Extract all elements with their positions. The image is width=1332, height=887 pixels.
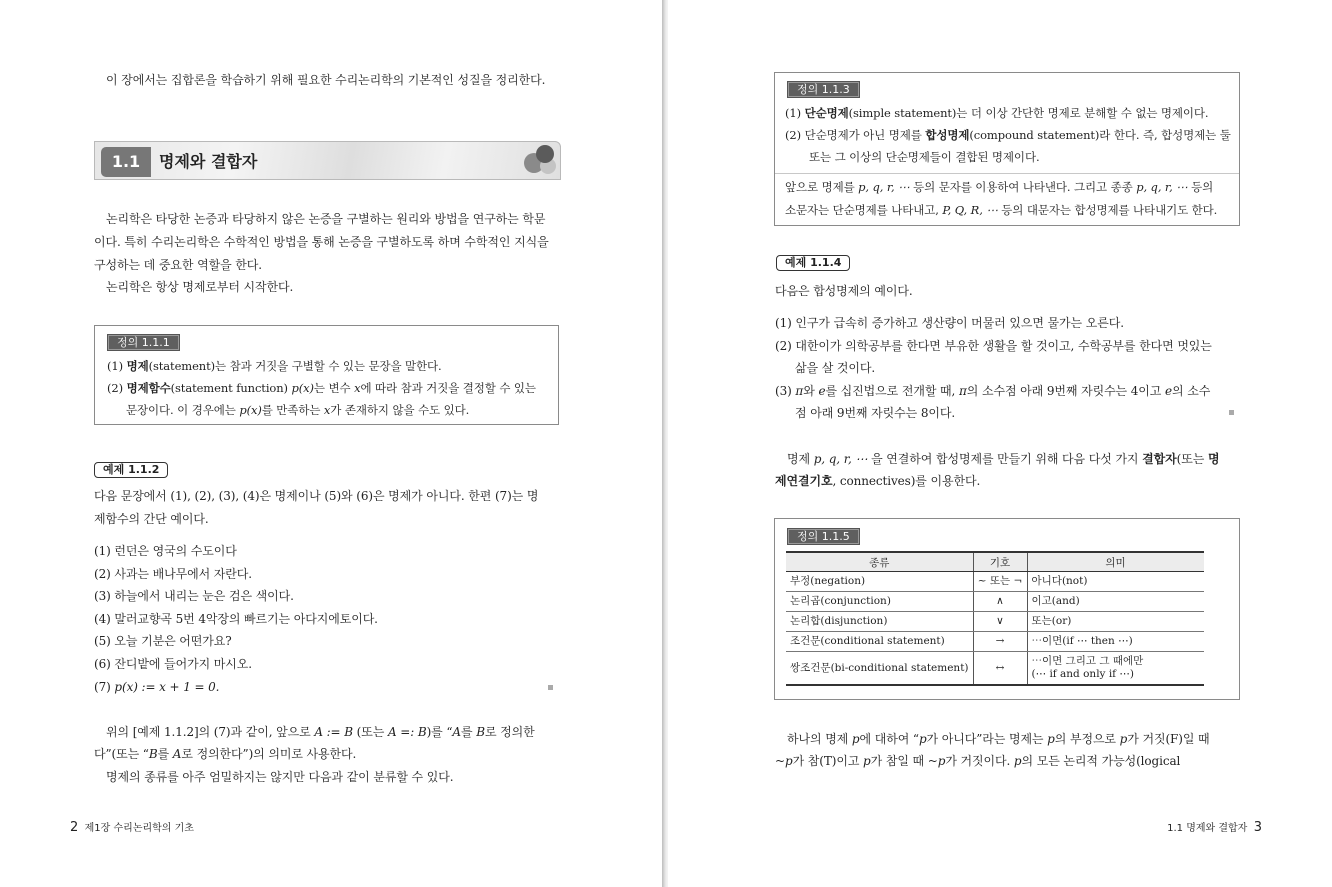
list-item: (1) 런던은 영국의 수도이다 bbox=[94, 544, 237, 558]
list-item-continued: 삶을 살 것이다. bbox=[795, 361, 876, 375]
list-item: (7) p(x) := x + 1 = 0. bbox=[94, 680, 220, 694]
section-heading bbox=[94, 141, 561, 180]
definition-item: (1) 명제(statement)는 참과 거짓을 구별할 수 있는 문장을 말한다. bbox=[107, 359, 442, 373]
decorative-circle-icon bbox=[536, 145, 554, 163]
column-header: 종류 bbox=[786, 552, 973, 572]
definition-item-continued: 문장이다. 이 경우에는 p(x)를 만족하는 x가 존재하지 않을 수도 있다. bbox=[126, 403, 470, 417]
list-item: (2) 사과는 배나무에서 자란다. bbox=[94, 567, 252, 581]
table-row: 부정(negation) ~ 또는 ¬ 아니다(not) bbox=[786, 572, 1204, 592]
definition-box-1-1-3 bbox=[774, 72, 1240, 226]
definition-item-continued: 또는 그 이상의 단순명제들이 결합된 명제이다. bbox=[809, 150, 1040, 164]
list-item: (3) π와 e를 십진법으로 전개할 때, π의 소수점 아래 9번째 자릿수는 4이고 e의 소수 bbox=[775, 384, 1211, 398]
notation-text: 소문자는 단순명제를 나타내고, P, Q, R, ⋯ 등의 대문자는 합성명제를 나타내기도 한다. bbox=[785, 203, 1218, 217]
list-item: (1) 인구가 급속히 증가하고 생산량이 머물러 있으면 물가는 오른다. bbox=[775, 316, 1124, 330]
table-row: 쌍조건문(bi-conditional statement) ↔ ⋯이면 그리고 그 때에만 (⋯ if and only if ⋯) bbox=[786, 652, 1204, 686]
connectives-table bbox=[786, 551, 1204, 686]
list-item: (2) 대한이가 의학공부를 한다면 부유한 생활을 할 것이고, 수학공부를 한다면 멋있는 bbox=[775, 339, 1212, 353]
definition-label: 정의 1.1.5 bbox=[787, 528, 860, 545]
definition-item: (1) 단순명제(simple statement)는 더 이상 간단한 명제로 분해할 수 없는 명제이다. bbox=[785, 106, 1209, 120]
notation-text: 앞으로 명제를 p, q, r, ⋯ 등의 문자를 이용하여 나타낸다. 그리고 종종 p, q, r, ⋯ 등의 bbox=[785, 180, 1214, 194]
list-item: (4) 말러교향곡 5번 4악장의 빠르기는 아다지에토이다. bbox=[94, 612, 378, 626]
list-item: (5) 오늘 기분은 어떤가요? bbox=[94, 634, 232, 648]
table-header-row bbox=[786, 552, 1204, 572]
end-of-example-icon bbox=[548, 685, 553, 690]
example-label: 예제 1.1.2 bbox=[94, 462, 168, 478]
table-row: 논리곱(conjunction) ∧ 이고(and) bbox=[786, 592, 1204, 612]
definition-item: (2) 명제함수(statement function) p(x)는 변수 x에 따라 참과 거짓을 결정할 수 있는 bbox=[107, 381, 536, 395]
list-item-continued: 점 아래 9번째 자릿수는 8이다. bbox=[795, 406, 956, 420]
column-header: 기호 bbox=[973, 552, 1027, 572]
definition-item: (2) 단순명제가 아닌 명제를 합성명제(compound statement)라 한다. 즉, 합성명제는 둘 bbox=[785, 128, 1231, 142]
example-label: 예제 1.1.4 bbox=[776, 255, 850, 271]
example-intro: 다음은 합성명제의 예이다. bbox=[775, 284, 913, 298]
definition-label: 정의 1.1.3 bbox=[787, 81, 860, 98]
definition-label: 정의 1.1.1 bbox=[107, 334, 180, 351]
page-number: 3 bbox=[1253, 820, 1262, 835]
intro-text: 이 장에서는 집합론을 학습하기 위해 필요한 수리논리학의 기본적인 성질을 정리한다. bbox=[106, 73, 546, 87]
section-running-title: 1.1 명제와 결합자 bbox=[1167, 823, 1248, 834]
definition-box-1-1-1 bbox=[94, 325, 559, 425]
list-item: (6) 잔디밭에 들어가지 마시오. bbox=[94, 657, 252, 671]
column-header: 의미 bbox=[1027, 552, 1204, 572]
end-of-example-icon bbox=[1229, 410, 1234, 415]
left-page: 이 장에서는 집합론을 학습하기 위해 필요한 수리논리학의 기본적인 성질을 정리한다. 1.1 명제와 결합자 논리학은 타당한 논증과 타당하지 않은 논증을 구별하는 원리와 방법을 연구하는 학문 이다. 특히 수리논리학은 수학적인 방법을 통해 논증을 구별하도록 하며 수학적인 지식을 구성하는 데 중요한 역할을 한다. 논리학은 항상 명제로부터 시작한다. 정의 1.1.1 (1) 명제(statement)는 참과 거짓을 구별할 수 있는 문장을 말한다. (2) 명제함수(statement function) p(x)는 변수 x에 따라 참과 거짓을 결정할 수 있는 문장이다. 이 경우에는 p(x)를 만족하는 x가 존재하지 않을 수도 있다. 예제 1.1.2 다음 문장에서 (1), (2), (3), (4)은 명제이나 (5)와 (6)은 명제가 아니다. 한편 (7)는 명 제함수의 간단 예이다. (1) 런던은 영국의 수도이다 (2) 사과는 배나무에서 자란다. (3) 하늘에서 내리는 눈은 검은 색이다. (4) 말러교향곡 5번 4악장의 빠르기는 아다지에토이다. (5) 오늘 기분은 어떤가요? (6) 잔디밭에 들어가지 마시오. (7) p(x) := x + 1 = 0. 위의 [예제 1.1.2]의 (7)과 같이, 앞으로 A := B (또는 A =: B)를 “A를 B로 정의한 다”(또는 “B를 A로 정의한다”)의 의미로 사용한다. 명제의 종류를 아주 엄밀하지는 않지만 다음과 같이 분류할 수 있다. 2 제1장 수리논리학의 기초 bbox=[0, 0, 662, 887]
box-divider bbox=[775, 173, 1239, 174]
page-footer bbox=[1167, 819, 1262, 835]
list-item: (3) 하늘에서 내리는 눈은 검은 색이다. bbox=[94, 589, 294, 603]
section-number: 1.1 bbox=[101, 147, 151, 177]
table-row: 조건문(conditional statement) → ⋯이면(if ⋯ then ⋯) bbox=[786, 632, 1204, 652]
section-title: 명제와 결합자 bbox=[159, 152, 258, 171]
page-footer bbox=[70, 819, 194, 835]
page-number: 2 bbox=[70, 820, 79, 835]
table-row: 논리합(disjunction) ∨ 또는(or) bbox=[786, 612, 1204, 632]
chapter-title: 제1장 수리논리학의 기초 bbox=[84, 823, 194, 834]
